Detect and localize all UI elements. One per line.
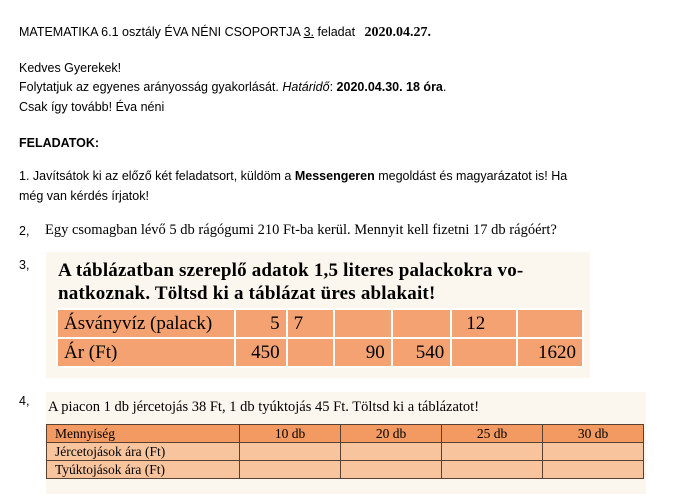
tasks-heading: FELADATOK:: [19, 136, 100, 150]
task2-number: 2,: [19, 224, 30, 238]
document-title: MATEMATIKA 6.1 osztály ÉVA NÉNI CSOPORTJA: [19, 25, 301, 39]
task1-messenger: Messengeren: [294, 169, 375, 183]
deadline-colon: :: [329, 80, 337, 94]
task1-text-a: 1. Javítsátok ki az előző két feladatsort, küldöm a: [19, 169, 295, 183]
closing: Csak így tovább! Éva néni: [19, 100, 165, 114]
deadline-end: .: [442, 80, 447, 94]
table-cell: 5: [235, 309, 287, 338]
table-cell: 540: [392, 338, 451, 367]
table-cell: 7: [287, 309, 335, 338]
table-cell: [341, 443, 442, 461]
table-cell: 90: [334, 338, 392, 367]
task1-line2: még van kérdés írjatok!: [19, 189, 149, 203]
task1-line1: [19, 169, 567, 183]
table-cell: [543, 461, 644, 479]
table-cell: Tyúktojások ára (Ft): [47, 461, 240, 479]
task4-header-row: [47, 425, 644, 443]
deadline-label: Határidő: [282, 80, 330, 94]
table-cell: [287, 338, 335, 367]
greeting: Kedves Gyerekek!: [19, 61, 122, 75]
date: 2020.04.27.: [364, 25, 432, 40]
table-header-cell: 20 db: [341, 425, 442, 443]
task3-table: [56, 308, 584, 368]
table-row: [47, 443, 644, 461]
table-header-cell: 30 db: [543, 425, 644, 443]
table-cell: 450: [235, 338, 287, 367]
intro-text: Folytatjuk az egyenes arányosság gyakorlását.: [19, 80, 283, 94]
table-cell: [334, 309, 392, 338]
intro-line: [19, 80, 446, 94]
table-cell: [392, 309, 451, 338]
table-cell: [451, 338, 517, 367]
task4-image: [46, 392, 646, 494]
task-word: feladat: [317, 25, 356, 39]
table-header-cell: 10 db: [240, 425, 341, 443]
deadline-value: 2020.04.30. 18 óra: [336, 80, 443, 94]
table-cell: [240, 461, 341, 479]
task3-line1: A táblázatban szereplő adatok 1,5 literes palackokra vo-: [58, 260, 524, 281]
table-cell: [442, 443, 543, 461]
table-cell: [341, 461, 442, 479]
task3-image: [46, 252, 590, 378]
task3-number: 3,: [19, 258, 30, 272]
task2-text: Egy csomagban lévő 5 db rágógumi 210 Ft-ba kerül. Mennyit kell fizetni 17 db rágóért?: [45, 222, 557, 238]
task-number: 3.: [303, 25, 315, 39]
table-cell: [543, 443, 644, 461]
table-cell: Ásványvíz (palack): [57, 309, 235, 338]
table-cell: Ár (Ft): [57, 338, 235, 367]
task1-text-b: megoldást és magyarázatot is! Ha: [374, 169, 568, 183]
table-row: [47, 461, 644, 479]
table-cell: [442, 461, 543, 479]
task4-number: 4,: [19, 394, 30, 408]
table-header-cell: Mennyiség: [47, 425, 240, 443]
task3-row-price: [57, 338, 583, 367]
task3-row-bottles: [57, 309, 583, 338]
task4-table: [46, 424, 644, 479]
table-cell: [517, 309, 583, 338]
task3-line2: natkoznak. Töltsd ki a táblázat üres ablakait!: [58, 283, 436, 304]
table-header-cell: 25 db: [442, 425, 543, 443]
header-line: [19, 25, 431, 41]
table-cell: [240, 443, 341, 461]
table-cell: Jércetojások ára (Ft): [47, 443, 240, 461]
table-cell: 12: [451, 309, 517, 338]
task4-text: A piacon 1 db jércetojás 38 Ft, 1 db tyúktojás 45 Ft. Töltsd ki a táblázatot!: [48, 399, 480, 415]
table-cell: 1620: [517, 338, 583, 367]
